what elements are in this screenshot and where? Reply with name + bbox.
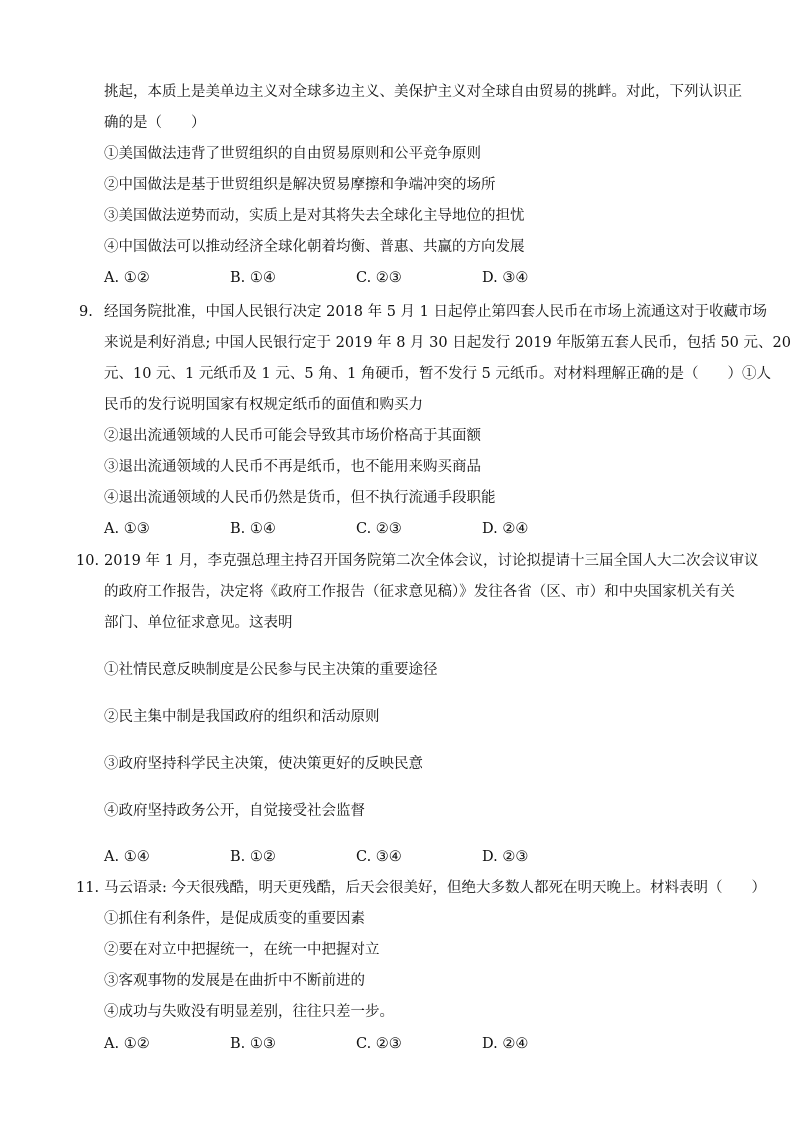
q9-statement-2: ②退出流通领域的人民币可能会导致其市场价格高于其面额 bbox=[104, 428, 481, 444]
q10-statement-2: ②民主集中制是我国政府的组织和活动原则 bbox=[104, 709, 380, 725]
q10-option-a: A. ①④ bbox=[104, 849, 150, 865]
q8-option-d: D. ③④ bbox=[482, 270, 529, 286]
q9-option-c: C. ②③ bbox=[356, 521, 402, 537]
q9-stem-line-4: 民币的发行说明国家有权规定纸币的面值和购买力 bbox=[104, 397, 423, 413]
q8-statement-2: ②中国做法是基于世贸组织是解决贸易摩擦和争端冲突的场所 bbox=[104, 177, 496, 193]
q11-option-b: B. ①③ bbox=[230, 1036, 276, 1052]
q9-stem-line-1: 经国务院批准，中国人民银行决定 2018 年 5 月 1 日起停止第四套人民币在市场上流通这对于收藏市场 bbox=[104, 304, 768, 320]
q11-statement-4: ④成功与失败没有明显差别，往往只差一步。 bbox=[104, 1004, 394, 1020]
q9-stem-line-2: 来说是利好消息; 中国人民银行定于 2019 年 8 月 30 日起发行 2019 年版第五套人民币，包括 50 元、20 bbox=[104, 335, 791, 351]
q10-number: 10. bbox=[76, 553, 100, 569]
q9-statement-3: ③退出流通领域的人民币不再是纸币，也不能用来购买商品 bbox=[104, 459, 481, 475]
q8-option-a: A. ①② bbox=[104, 270, 150, 286]
q11-statement-1: ①抓住有利条件，是促成质变的重要因素 bbox=[104, 911, 365, 927]
q8-statement-4: ④中国做法可以推动经济全球化朝着均衡、普惠、共赢的方向发展 bbox=[104, 239, 525, 255]
q10-stem-line-1: 2019 年 1 月，李克强总理主持召开国务院第二次全体会议，讨论拟提请十三届全国人大二次会议审议 bbox=[104, 553, 759, 569]
q9-option-a: A. ①③ bbox=[104, 521, 150, 537]
q8-option-b: B. ①④ bbox=[230, 270, 276, 286]
q10-stem-line-3: 部门、单位征求意见。这表明 bbox=[104, 615, 293, 631]
q11-stem-line-1: 马云语录: 今天很残酷，明天更残酷，后天会很美好，但绝大多数人都死在明天晚上。材料表明（ ） bbox=[104, 880, 766, 896]
q9-statement-4: ④退出流通领域的人民币仍然是货币，但不执行流通手段职能 bbox=[104, 490, 496, 506]
q10-statement-3: ③政府坚持科学民主决策，使决策更好的反映民意 bbox=[104, 756, 423, 772]
q8-stem-line-1: 挑起，本质上是美单边主义对全球多边主义、美保护主义对全球自由贸易的挑衅。对此，下列认识正 bbox=[104, 84, 742, 100]
q10-option-b: B. ①② bbox=[230, 849, 276, 865]
q10-option-c: C. ③④ bbox=[356, 849, 402, 865]
q8-statement-3: ③美国做法逆势而动，实质上是对其将失去全球化主导地位的担忧 bbox=[104, 208, 525, 224]
q11-statement-3: ③客观事物的发展是在曲折中不断前进的 bbox=[104, 973, 365, 989]
q11-statement-2: ②要在对立中把握统一，在统一中把握对立 bbox=[104, 942, 380, 958]
q10-statement-4: ④政府坚持政务公开，自觉接受社会监督 bbox=[104, 803, 365, 819]
q11-option-a: A. ①② bbox=[104, 1036, 150, 1052]
q8-option-c: C. ②③ bbox=[356, 270, 402, 286]
q9-option-d: D. ②④ bbox=[482, 521, 529, 537]
q11-option-c: C. ②③ bbox=[356, 1036, 402, 1052]
q9-stem-line-3: 元、10 元、1 元纸币及 1 元、5 角、1 角硬币，暂不发行 5 元纸币。对材料理解正确的是（ ）①人 bbox=[104, 366, 771, 382]
q10-option-d: D. ②③ bbox=[482, 849, 529, 865]
q11-number: 11. bbox=[76, 880, 100, 896]
q9-number: 9. bbox=[79, 304, 93, 320]
q10-stem-line-2: 的政府工作报告，决定将《政府工作报告（征求意见稿）》发往各省（区、市）和中央国家机关有关 bbox=[104, 584, 735, 600]
q10-statement-1: ①社情民意反映制度是公民参与民主决策的重要途径 bbox=[104, 662, 438, 678]
q9-option-b: B. ①④ bbox=[230, 521, 276, 537]
q8-statement-1: ①美国做法违背了世贸组织的自由贸易原则和公平竞争原则 bbox=[104, 146, 481, 162]
q11-option-d: D. ②④ bbox=[482, 1036, 529, 1052]
q8-stem-line-2: 确的是（ ） bbox=[104, 115, 206, 131]
